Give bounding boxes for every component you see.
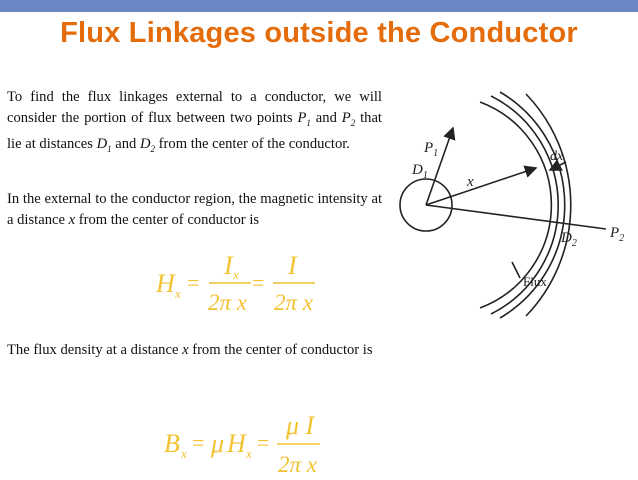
eq-b-B: B (164, 429, 180, 458)
eq-h-H: H (156, 269, 175, 298)
eq-b-eq: = (192, 430, 205, 455)
label-dx: dx (550, 149, 564, 164)
label-p2: $P_2$ (610, 225, 625, 244)
eq-h-Isub: x (233, 267, 239, 282)
eq-h-eq2: = (252, 270, 265, 295)
eq-b-num: μ I (286, 411, 315, 440)
eq-h-I: I (224, 251, 233, 280)
label-d1: $D_1$ (412, 162, 428, 181)
paragraph-intro: To find the flux linkages external to a conductor, we will consider the portion of flux between two points $P_1$ and $P_2$ that lie at distances $D_1$ and $D_2$ from the center of the conductor. (7, 89, 382, 154)
flux-diagram (388, 88, 638, 348)
equation-b (160, 410, 340, 480)
radius-p2-line (426, 205, 606, 229)
top-bar (0, 0, 638, 12)
eq-h-den1: 2π x (208, 290, 247, 315)
paragraph-intensity: In the external to the conductor region, the magnetic intensity at a distance x from the center of conductor is (7, 191, 382, 228)
eq-b-eq2: = (257, 430, 270, 455)
eq-h-den2: 2π x (274, 290, 313, 315)
eq-h-I2: I (288, 251, 297, 280)
eq-h-sub: x (175, 286, 181, 301)
eq-b-den: 2π x (278, 452, 317, 477)
eq-h-eq: = (187, 270, 200, 295)
label-flux: Flux (523, 274, 547, 289)
label-d2: $D_2$ (561, 230, 577, 249)
equation-h (150, 248, 330, 318)
eq-b-mu: μ (211, 429, 225, 458)
eq-b-sub2: x (246, 446, 252, 461)
label-p1: $P_1$ (424, 140, 439, 159)
slide-title: Flux Linkages outside the Conductor (60, 17, 578, 49)
paragraph-density: The flux density at a distance x from the center of conductor is (7, 342, 373, 358)
eq-b-H: H (227, 429, 246, 458)
label-x: x (467, 174, 474, 190)
eq-b-sub: x (181, 446, 187, 461)
flux-pointer (512, 262, 520, 278)
radius-x-arrow (426, 168, 536, 205)
